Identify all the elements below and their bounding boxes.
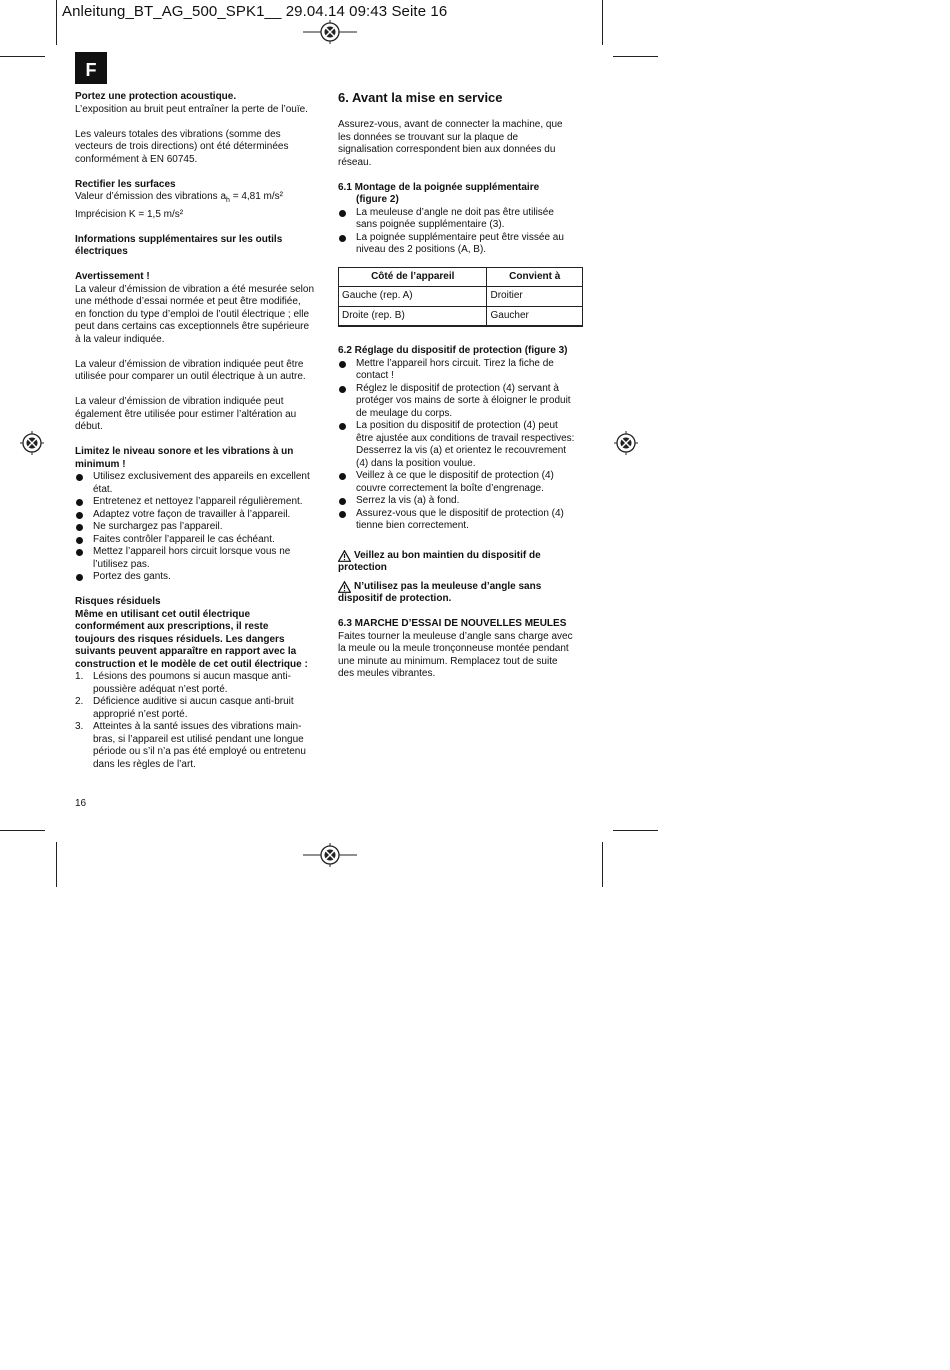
page-number: 16 <box>75 798 87 809</box>
rectify-surfaces-title: Rectifier les surfaces <box>75 178 176 190</box>
table-header-cell: Convient à <box>487 267 583 287</box>
compare-text: La valeur d’émission de vibration indiquée peut être <box>75 358 304 370</box>
residual-risks-intro: suivants peuvent apparaître en rapport avec la <box>75 646 297 657</box>
bullet-icon <box>76 574 83 581</box>
bullet-icon <box>76 512 83 519</box>
warning-triangle-icon <box>338 550 351 562</box>
crop-mark <box>613 830 658 831</box>
table-header-cell: Côté de l’appareil <box>339 267 487 287</box>
additional-info-title: électriques <box>75 246 128 257</box>
intro-text: Assurez-vous, avant de connecter la machine, que <box>338 119 563 130</box>
list-item: Mettre l’appareil hors circuit. Tirez la fiche de contact ! <box>338 358 588 383</box>
test-run-text: des meules vibrantes. <box>338 668 436 679</box>
crop-mark <box>56 842 57 887</box>
list-item: 2. Déficience auditive si aucun casque anti-bruit approprié n’est porté. <box>75 696 294 720</box>
section-6-3-title: 6.3 MARCHE D’ESSAI DE NOUVELLES MEULES <box>338 618 567 629</box>
bullet-icon <box>76 499 83 506</box>
crop-mark <box>602 0 603 45</box>
warning-text: La valeur d’émission de vibration a été mesurée selon <box>75 283 315 295</box>
list-item: Utilisez exclusivement des appareils en excellent état. <box>75 471 325 496</box>
bullet-icon <box>339 386 346 393</box>
crop-mark <box>602 842 603 887</box>
registration-mark-icon <box>20 431 44 455</box>
table-header-row <box>339 267 583 287</box>
residual-risks-title: Risques résiduels <box>75 596 161 607</box>
table-row <box>339 306 583 326</box>
additional-info-title: Informations supplémentaires sur les outils <box>75 233 283 245</box>
limit-noise-title: Limitez le niveau sonore et les vibrations à un <box>75 446 294 457</box>
section-6-1-title: (figure 2) <box>356 194 399 205</box>
compare-text: utilisée pour comparer un outil électrique à un autre. <box>75 371 306 382</box>
residual-risks-intro: toujours des risques résiduels. Les dangers <box>75 633 285 645</box>
left-column <box>75 91 325 771</box>
section-6-1-title: 6.1 Montage de la poignée supplémentaire <box>338 181 540 193</box>
table-cell: Droite (rep. B) <box>339 306 487 326</box>
table-cell: Gauche (rep. A) <box>339 287 487 307</box>
crop-mark <box>613 56 658 57</box>
limit-noise-title: minimum ! <box>75 458 126 470</box>
warning-text: en fonction du type d’emploi de l’outil électrique ; elle <box>75 308 310 320</box>
warning-text: à la valeur indiquée. <box>75 333 165 345</box>
handle-position-table <box>338 267 583 328</box>
bullet-icon <box>339 498 346 505</box>
intro-text: les données se trouvant sur la plaque de <box>338 131 519 143</box>
bullet-icon <box>339 423 346 430</box>
list-item: La meuleuse d’angle ne doit pas être utilisée sans poignée supplémentaire (3). <box>338 207 588 232</box>
intro-text: signalisation correspondent bien aux données du <box>338 144 556 155</box>
bullet-icon <box>339 511 346 518</box>
list-item: Réglez le dispositif de protection (4) servant à protéger vos mains de sorte à éloigner le produit de meulage du corps. <box>338 383 588 421</box>
warning-triangle-icon <box>338 581 351 593</box>
registration-mark-icon <box>303 843 357 867</box>
list-item: La poignée supplémentaire peut être vissée au niveau des 2 positions (A, B). <box>338 232 588 257</box>
list-item: Mettez l’appareil hors circuit lorsque vous ne l’utilisez pas. <box>75 546 325 571</box>
list-item: Ne surchargez pas l’appareil. <box>75 521 325 534</box>
list-item: Entretenez et nettoyez l’appareil régulièrement. <box>75 496 325 509</box>
table-cell: Gaucher <box>487 306 583 326</box>
residual-risks-intro: construction et le modèle de cet outil électrique : <box>75 658 308 670</box>
warning-notice: Veillez au bon maintien du dispositif de <box>338 550 588 563</box>
warning-title: Avertissement ! <box>75 271 150 282</box>
residual-risks-intro: Même en utilisant cet outil électrique <box>75 608 251 620</box>
test-run-text: une minute au minimum. Remplacez tout de suite <box>338 655 558 667</box>
section-6-2-title: 6.2 Réglage du dispositif de protection (figure 3) <box>338 345 568 356</box>
test-run-text: la meule ou la meule tronçonneuse montée pendant <box>338 643 569 654</box>
warning-notice-text: dispositif de protection. <box>338 593 452 604</box>
list-item: Adaptez votre façon de travailler à l’appareil. <box>75 509 325 522</box>
print-header: Anleitung_BT_AG_500_SPK1__ 29.04.14 09:43 Seite 16 <box>62 3 448 20</box>
vibration-total-text: Les valeurs totales des vibrations (somme des <box>75 128 281 140</box>
bullet-icon <box>76 474 83 481</box>
crop-mark <box>0 830 45 831</box>
table-cell: Droitier <box>487 287 583 307</box>
registration-mark-icon <box>614 431 638 455</box>
test-run-text: Faites tourner la meuleuse d’angle sans charge avec <box>338 630 573 642</box>
crop-mark <box>56 0 57 45</box>
estimate-text: début. <box>75 421 103 432</box>
bullet-icon <box>76 537 83 544</box>
bullet-icon <box>339 210 346 217</box>
warning-text: peut dans certains cas exceptionnels être supérieure <box>75 321 310 332</box>
bullet-icon <box>339 235 346 242</box>
bullet-icon <box>339 361 346 368</box>
right-column <box>338 90 588 681</box>
section-title: 6. Avant la mise en service <box>338 90 503 105</box>
list-item: Serrez la vis (a) à fond. <box>338 495 588 508</box>
estimate-text: également être utilisée pour estimer l’altération au <box>75 408 297 420</box>
list-item: La position du dispositif de protection (4) peut être ajustée aux conditions de travail respectives: Desserrez la vis (a) et orientez le recouvrement (4) dans la position voulue. <box>338 420 588 470</box>
table-row <box>339 287 583 307</box>
vibration-total-text: conformément à EN 60745. <box>75 153 198 165</box>
warning-text: une méthode d’essai normée et peut être modifiée, <box>75 296 301 307</box>
hearing-protection-text: L’exposition au bruit peut entraîner la perte de l’ouïe. <box>75 103 308 115</box>
bullet-icon <box>339 473 346 480</box>
list-item: 1. Lésions des poumons si aucun masque anti- poussière adéquat n’est porté. <box>75 671 291 695</box>
warning-notice-text: protection <box>338 562 387 573</box>
list-item: 3. Atteintes à la santé issues des vibrations main- bras, si l’appareil est utilisé pendant une longue période ou s’il n’a pas été employé ou entretenu dans les règles de l’art. <box>75 721 306 770</box>
list-item: Portez des gants. <box>75 571 325 584</box>
intro-text: réseau. <box>338 156 372 168</box>
vibration-total-text: vecteurs de trois directions) ont été déterminées <box>75 141 289 152</box>
bullet-icon <box>76 524 83 531</box>
list-item: Assurez-vous que le dispositif de protection (4) tienne bien correctement. <box>338 508 588 533</box>
residual-risks-intro: conformément aux prescriptions, il reste <box>75 621 269 632</box>
bullet-icon <box>76 549 83 556</box>
list-item: Faites contrôler l’appareil le cas échéant. <box>75 534 325 547</box>
uncertainty-value: Imprécision K = 1,5 m/s² <box>75 208 184 220</box>
estimate-text: La valeur d’émission de vibration indiquée peut <box>75 396 284 407</box>
list-item: Veillez à ce que le dispositif de protection (4) couvre correctement la boîte d’engrenage. <box>338 470 588 495</box>
language-badge: F <box>75 52 107 84</box>
crop-mark <box>0 56 45 57</box>
warning-notice: N’utilisez pas la meuleuse d’angle sans <box>338 581 588 594</box>
hearing-protection-title: Portez une protection acoustique. <box>75 91 237 102</box>
vibration-emission-value: Valeur d’émission des vibrations $a_h = 4,81$ m/s² <box>75 191 283 204</box>
registration-mark-icon <box>303 20 357 44</box>
